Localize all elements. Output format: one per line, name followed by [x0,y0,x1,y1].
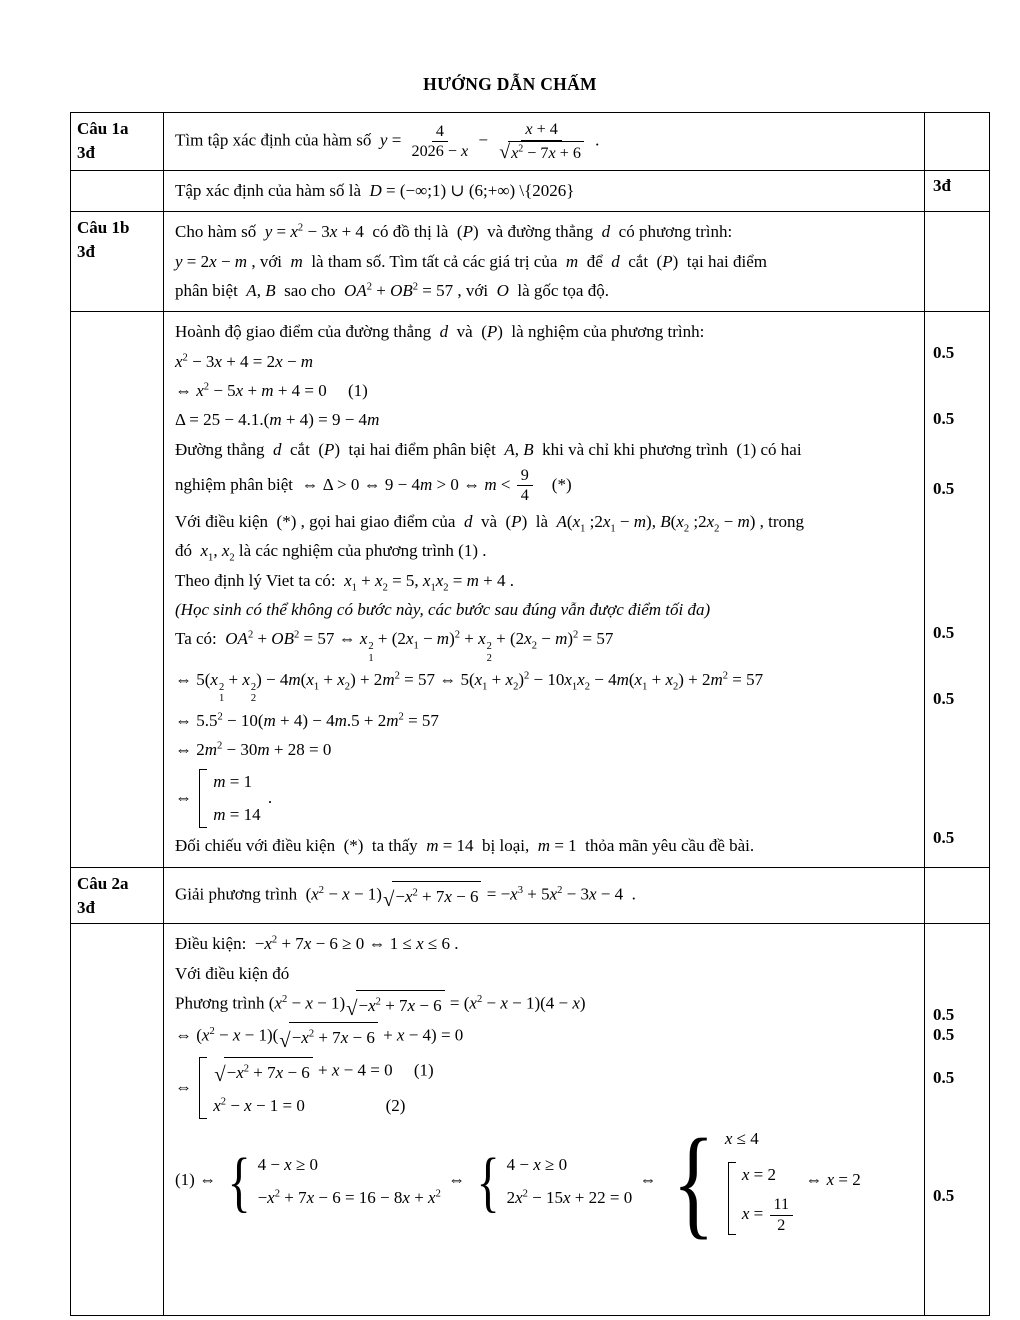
superscript: 2 [435,1188,441,1200]
text-line: Phương trình $(x^2 - x - 1)$ √ $-x^2 + 7x - 6$ = $(x^2 - x - 1)(4 - x)$ [175,990,913,1019]
math-variable: x [407,996,416,1016]
question-points: 3đ [77,142,95,162]
math-variable: x [200,541,209,561]
math-variable: y [379,130,388,150]
superscript: 2 [217,711,223,723]
text-line: đó $x_1$, $x_2$ là các nghiệm của phương trình (1) . [175,541,487,564]
subscript: 1 [482,681,488,693]
math-variable: x [214,351,222,371]
math-variable: A [246,281,257,301]
superscript: 2 [722,670,729,682]
math-variable: x [474,670,483,690]
math-variable: d [611,251,620,271]
content-cell [164,113,925,170]
table-row [71,113,989,171]
math-variable: x [221,541,230,561]
text-line: ⇔ $x^2 - 5x + m + 4 = 0$ (1) [175,381,368,401]
math-variable: OA [344,281,367,301]
math-variable: P [323,439,335,459]
cases-row: x = $\frac{11}{2}$ [742,1195,795,1235]
subscript: 2 [672,681,679,693]
math-variable: x [435,570,444,590]
math-variable: x [515,1188,523,1208]
math-variable: m [382,670,395,690]
score-cell [925,171,989,211]
cases-row: m = 1 [213,771,253,791]
superscript: 2 [318,884,325,896]
text-line: (1) ⇔ { 4 − x ≥ 0 $-x^2 + 7x - 6 = 16 - 8x + x^2$ ⇔ { 4 − x ≥ 0 $2x^2 - 15x + 22 = 0$ ⇔ { x ≤ 4 x = 2 x = $\frac{11}{2}$ ⇔ x = 2 [175,1112,861,1250]
text-line: Δ = 25 − 4.1.(m + 4) = 9 − 4m [175,410,380,430]
subscript: 1 [313,681,320,693]
subscript: 2 [344,681,351,693]
math-variable: x [368,996,376,1016]
score-cell [925,924,989,1315]
math-variable: P [462,222,473,242]
content-cell [164,212,925,311]
subscript: 1 [351,581,357,593]
sup-sub-stack: 2 1 [218,681,225,705]
score-value: 0.5 [933,479,955,499]
superscript: 2 [454,629,461,641]
subscript: 1 [413,640,419,652]
answer-table [70,112,990,1316]
math-variable: m [263,711,276,731]
math-variable: x [500,993,508,1013]
math-variable: x [306,670,314,690]
superscript: 2 [247,629,254,641]
radical-sign-icon: √ [214,1064,226,1087]
sup-sub-stack: 2 2 [250,681,257,705]
cases-group [199,769,260,829]
superscript: 2 [573,629,579,641]
math-variable: m [300,351,314,371]
subscript: 2 [382,581,388,593]
question-id-cell [71,924,164,1315]
math-variable: x [478,629,486,649]
math-variable: d [601,222,611,242]
superscript: 2 [366,281,372,293]
math-variable: B [660,511,671,531]
math-variable: x [284,1154,292,1174]
curly-brace-icon: { [672,1112,715,1250]
math-variable: x [404,886,413,906]
superscript: 2 [476,993,483,1005]
math-variable: x [196,381,204,401]
score-cell [925,312,989,866]
fraction: $\frac{9}{4}$ [517,466,533,506]
text-line: Tìm tập xác định của hàm số y = $\frac{4}{2026 - x}$ − x + 4 √ $x^2 - 7x + 6$ . [175,121,600,164]
subscript: 1 [208,552,214,564]
content-cell [164,312,925,866]
text-line: phân biệt A, B sao cho $OA^2 + OB^2 = 57$ , với O là gốc tọa độ. [175,281,609,301]
math-variable: m [290,251,303,271]
math-variable: x [469,993,477,1013]
table-row [71,171,989,212]
math-variable: O [496,281,509,301]
math-variable: x [724,1129,733,1149]
score-cell [925,113,989,170]
math-variable: P [486,322,498,342]
math-variable: m [537,836,551,856]
math-variable: x [311,884,319,904]
subscript: 1 [580,523,586,535]
math-variable: x [444,886,452,906]
cases-row: 4 − x ≥ 0 [506,1154,568,1174]
math-variable: x [416,934,424,954]
question-id: Câu 1b [77,218,130,238]
cases-row: x = 2 [741,1164,777,1184]
square-root: √ $-x^2 + 7x - 6$ [214,1057,313,1086]
table-row [71,212,989,312]
math-variable: d [273,439,282,459]
score-cell [925,868,989,924]
superscript: 2 [524,670,530,682]
cases-rows [258,1152,441,1212]
square-bracket-icon [199,1057,207,1120]
math-variable: x [741,1164,750,1184]
text-line: Ta có: $OA^2 + OB^2 = 57$ ⇔ x 2 1 + $(2x_1 - m)^2 + x$ 2 2 + $(2x_2 - m)^2 = 57$ [175,629,614,664]
question-id-cell [71,113,164,170]
superscript: 2 [557,884,563,896]
radical-sign-icon: √ [279,1030,291,1053]
text-line: ⇔ 5(x 2 1 + x 2 2 ) − $4m(x_1 + x_2) + 2m^2 = 57$ ⇔ $5(x_1 + x_2)^2 - 10x_1x_2 - 4m(x_1 + x_2) + 2m^2 = 57$ [175,670,764,705]
math-variable: m [466,570,479,590]
superscript: 2 [394,670,400,682]
score-value: 0.5 [933,343,955,363]
math-variable: x [213,1096,221,1116]
math-variable: OA [225,629,248,649]
math-variable: x [706,511,715,531]
math-variable: x [511,144,519,162]
math-variable: x [301,1028,309,1048]
math-variable: x [274,993,282,1013]
score-value: 0.5 [933,1005,955,1025]
superscript: 2 [293,629,300,641]
superscript: 2 [308,1028,315,1040]
math-variable: x [572,511,581,531]
text-line: $x^2 - 3x + 4 = 2x - m$ [175,351,314,371]
fraction: x + 4 √ $x^2 - 7x + 6$ [494,120,589,163]
radical-sign-icon: √ [382,888,395,911]
superscript: 2 [274,1188,280,1200]
math-variable: x [235,381,244,401]
math-variable: x [175,351,183,371]
math-variable: OB [271,629,294,649]
math-variable: m [257,740,270,760]
math-variable: x [665,670,673,690]
cases-rows [725,1126,798,1236]
math-variable: x [577,670,585,690]
cases-row: $-x^2 + 7x - 6 = 16 - 8x + x^2$ [257,1188,441,1208]
curly-brace-icon: { [476,1143,501,1219]
math-variable: y [175,251,183,271]
math-variable: m [555,629,568,649]
cases-group [199,1057,433,1120]
math-variable: P [662,251,673,271]
fraction: $\frac{4}{2026 - x}$ [411,122,469,160]
score-value: 0.5 [933,689,955,709]
math-variable: x [201,1025,210,1045]
math-variable: x [564,670,572,690]
math-variable: m [710,670,723,690]
math-variable: m [616,670,629,690]
math-variable: x [305,993,313,1013]
math-variable: m [419,474,433,494]
score-value: 3đ [933,176,951,195]
text-line: Điều kiện: $-x^2 + 7x - 6 \ge 0$ ⇔ 1 ≤ x ≤ 6 . [175,934,459,954]
cases-group [223,1143,441,1219]
text-line: Đường thẳng d cắt (P) tại hai điểm phân biệt A, B khi và chỉ khi phương trình (1) có hai [175,439,802,459]
fraction: $\frac{11}{2}$ [770,1195,794,1235]
math-variable: x [331,1060,340,1080]
score-value: 0.5 [933,1186,955,1206]
score-value: 0.5 [933,1025,955,1045]
subscript: 1 [571,681,578,693]
subscript: 2 [531,640,537,652]
math-variable: x [210,670,218,690]
square-root: √ $-x^2 + 7x - 6$ [279,1022,378,1051]
math-variable: x [375,570,383,590]
question-id: Câu 1a [77,119,129,138]
math-variable: d [463,511,473,531]
text-line: Với điều kiện (*) , gọi hai giao điểm của d và (P) là $A(x_1$ $;2x_1 - m$), $B(x_2$ $;2x_2 - m$) , trong [175,511,805,535]
math-variable: m [213,805,226,825]
cases-row: m = 14 [213,805,261,825]
text-line: (Học sinh có thể không có bước này, các bước sau đúng vẫn được điểm tối đa) [175,599,711,619]
subscript: 2 [714,523,720,535]
cases-row: $2x^2 - 15x + 22 = 0$ [506,1188,633,1208]
cases-rows [742,1162,795,1235]
math-variable: x [242,670,250,690]
math-variable: OB [390,281,413,301]
text-line: Tập xác định của hàm số là D = (−∞;1) ∪ (6;+∞) \{2026} [175,181,575,200]
math-variable: m [484,474,497,494]
math-variable: A [556,511,567,531]
subscript: 2 [513,681,519,693]
superscript: 2 [412,887,418,899]
math-variable: m [213,771,226,791]
superscript: 2 [182,352,188,364]
math-variable: B [265,281,276,301]
subscript: 2 [229,552,235,564]
text-line: Hoành độ giao điểm của đường thẳng d và (P) là nghiệm của phương trình: [175,322,705,342]
superscript: 2 [271,934,278,946]
math-variable: x [461,143,469,160]
cases-rows [507,1152,633,1212]
score-value: 0.5 [933,409,955,429]
math-variable: x [290,222,298,242]
math-variable: x [306,1188,315,1208]
text-line: Giải phương trình $(x^2 - x - 1)$ √ $-x^2 + 7x - 6$ = $-x^3 + 5x^2 - 3x - 4$ . [175,881,913,910]
math-variable: m [565,251,579,271]
math-variable: m [269,410,282,430]
subscript: 2 [584,681,590,693]
math-variable: x [303,934,312,954]
subscript: 1 [430,581,436,593]
math-variable: x [275,1062,284,1082]
superscript: 2 [522,1188,528,1200]
radical-sign-icon: √ [499,141,511,164]
question-id-cell [71,212,164,311]
cases-row: 4 − x ≥ 0 [257,1154,319,1174]
text-line: ⇔ $2m^2 - 30m + 28 = 0$ [175,740,332,760]
math-variable: m [426,836,439,856]
text-line: Đối chiếu với điều kiện (*) ta thấy m = 14 bị loại, m = 1 thỏa mãn yêu cầu đề bài. [175,836,755,856]
math-variable: x [359,629,368,649]
math-variable: P [511,511,522,531]
math-variable: x [525,121,533,139]
superscript: 2 [375,996,381,1008]
cases-row: √ $-x^2 + 7x - 6$ + x − 4 = 0 (1) [213,1057,433,1086]
superscript: 2 [243,1063,250,1075]
math-variable: x [396,1025,405,1045]
math-variable: x [741,1203,750,1223]
square-bracket-icon [728,1162,736,1235]
math-variable: m [367,410,380,430]
math-variable: x [826,1170,835,1190]
cases-group [472,1143,633,1219]
math-variable: x [232,1025,241,1045]
math-variable: x [563,1188,571,1208]
superscript: 2 [281,993,288,1005]
math-variable: x [405,629,414,649]
text-line: ⇔ m = 1 m = 14 . [175,767,913,831]
math-variable: x [549,884,558,904]
subscript: 1 [610,523,616,535]
math-variable: y [264,222,273,242]
math-variable: m [386,711,399,731]
text-line: Cho hàm số $y = x^2 - 3x + 4$ có đồ thị là (P) và đường thẳng d có phương trình: [175,222,733,242]
superscript: 2 [518,143,524,155]
text-line: ⇔ √ $-x^2 + 7x - 6$ + x − 4 = 0 (1) $x^2 - x - 1 = 0$ (2) [175,1055,913,1122]
sup-sub-stack: 2 1 [368,640,374,664]
math-variable: x [588,884,597,904]
text-line: nghiệm phân biệt ⇔ Δ > 0 ⇔ 9 − 4m > 0 ⇔ m < $\frac{9}{4}$ (*) [175,467,572,505]
subscript: 1 [642,681,648,693]
math-variable: x [428,1188,436,1208]
cases-rows [213,769,260,829]
math-variable: x [340,1028,349,1048]
table-row [71,924,989,1315]
score-cell [925,212,989,311]
curly-brace-icon: { [227,1143,252,1219]
radical-sign-icon: √ [346,997,358,1020]
math-variable: x [676,511,684,531]
math-variable: x [275,351,283,371]
superscript: 2 [398,711,404,723]
math-variable: m [436,629,450,649]
math-variable: m [261,381,274,401]
math-variable: x [572,993,580,1013]
score-value: 0.5 [933,828,955,848]
table-row [71,312,989,867]
superscript: 2 [203,381,210,393]
cases-row: x ≤ 4 [724,1129,759,1149]
question-points: 3đ [77,242,95,262]
question-id-cell [71,171,164,211]
cases-row [725,1160,798,1237]
question-id: Câu 2a [77,873,129,893]
math-variable: x [510,884,518,904]
subscript: 2 [443,581,449,593]
math-variable: m [288,670,301,690]
question-id-cell [71,312,164,866]
table-row [71,868,989,925]
superscript: 2 [297,222,304,234]
math-variable: x [422,570,431,590]
math-variable: m [204,740,218,760]
square-root: √ $-x^2 + 7x - 6$ [346,990,445,1019]
text-line: ⇔ $5.5^2 - 10(m + 4) - 4m.5 + 2m^2 = 57$ [175,711,439,731]
math-variable: x [402,1188,410,1208]
math-variable: x [264,934,272,954]
superscript: 2 [412,281,419,293]
math-variable: x [548,144,556,162]
math-variable: x [533,1154,541,1174]
math-variable: B [523,439,534,459]
math-variable: x [634,670,643,690]
question-id-cell [71,868,164,924]
square-root: √ $-x^2 + 7x - 6$ [383,881,482,910]
math-variable: x [267,1188,275,1208]
cases-group [664,1112,798,1250]
math-variable: d [439,322,449,342]
math-variable: x [337,670,345,690]
content-cell [164,171,925,211]
subscript: 2 [683,523,690,535]
question-points: 3đ [77,897,95,917]
math-variable: m [234,251,248,271]
math-variable: x [244,1096,252,1116]
math-variable: A [504,439,515,459]
cases-row: $x^2 - x - 1 = 0$ (2) [213,1096,406,1116]
math-variable: x [342,884,350,904]
doc-title: HƯỚNG DẪN CHẤM [423,74,597,94]
math-variable: x [236,1062,244,1082]
math-variable: x [524,629,532,649]
math-variable: m [334,711,347,731]
math-variable: x [505,670,514,690]
text-line: Theo định lý Viet ta có: $x_1 + x_2 = 5$, $x_1x_2 = m + 4$ . [175,570,515,593]
square-root: √ $x^2 - 7x + 6$ [499,141,584,163]
text-line: Với điều kiện đó [175,963,290,983]
cases-group [728,1162,795,1235]
content-cell [164,868,925,924]
cases-rows [213,1057,433,1120]
content-cell [164,924,925,1315]
math-variable: m [633,511,647,531]
math-variable: m [737,511,750,531]
math-variable: x [602,511,611,531]
superscript: 3 [517,884,523,896]
math-variable: D [369,181,382,200]
math-variable: x [344,570,352,590]
square-bracket-icon [199,769,207,829]
text-line: ⇔ $(x^2 - x - 1)$( √ $-x^2 + 7x - 6$ + x − 4) = 0 [175,1022,913,1051]
math-variable: x [329,222,338,242]
superscript: 2 [217,740,223,752]
sup-sub-stack: 2 2 [486,640,492,664]
superscript: 2 [220,1096,227,1108]
math-variable: x [209,251,217,271]
superscript: 2 [209,1026,215,1038]
text-line: y = 2x − m , với m là tham số. Tìm tất cả các giá trị của m để d cắt (P) tại hai điểm [175,251,768,271]
score-value: 0.5 [933,1068,955,1088]
score-value: 0.5 [933,623,955,643]
